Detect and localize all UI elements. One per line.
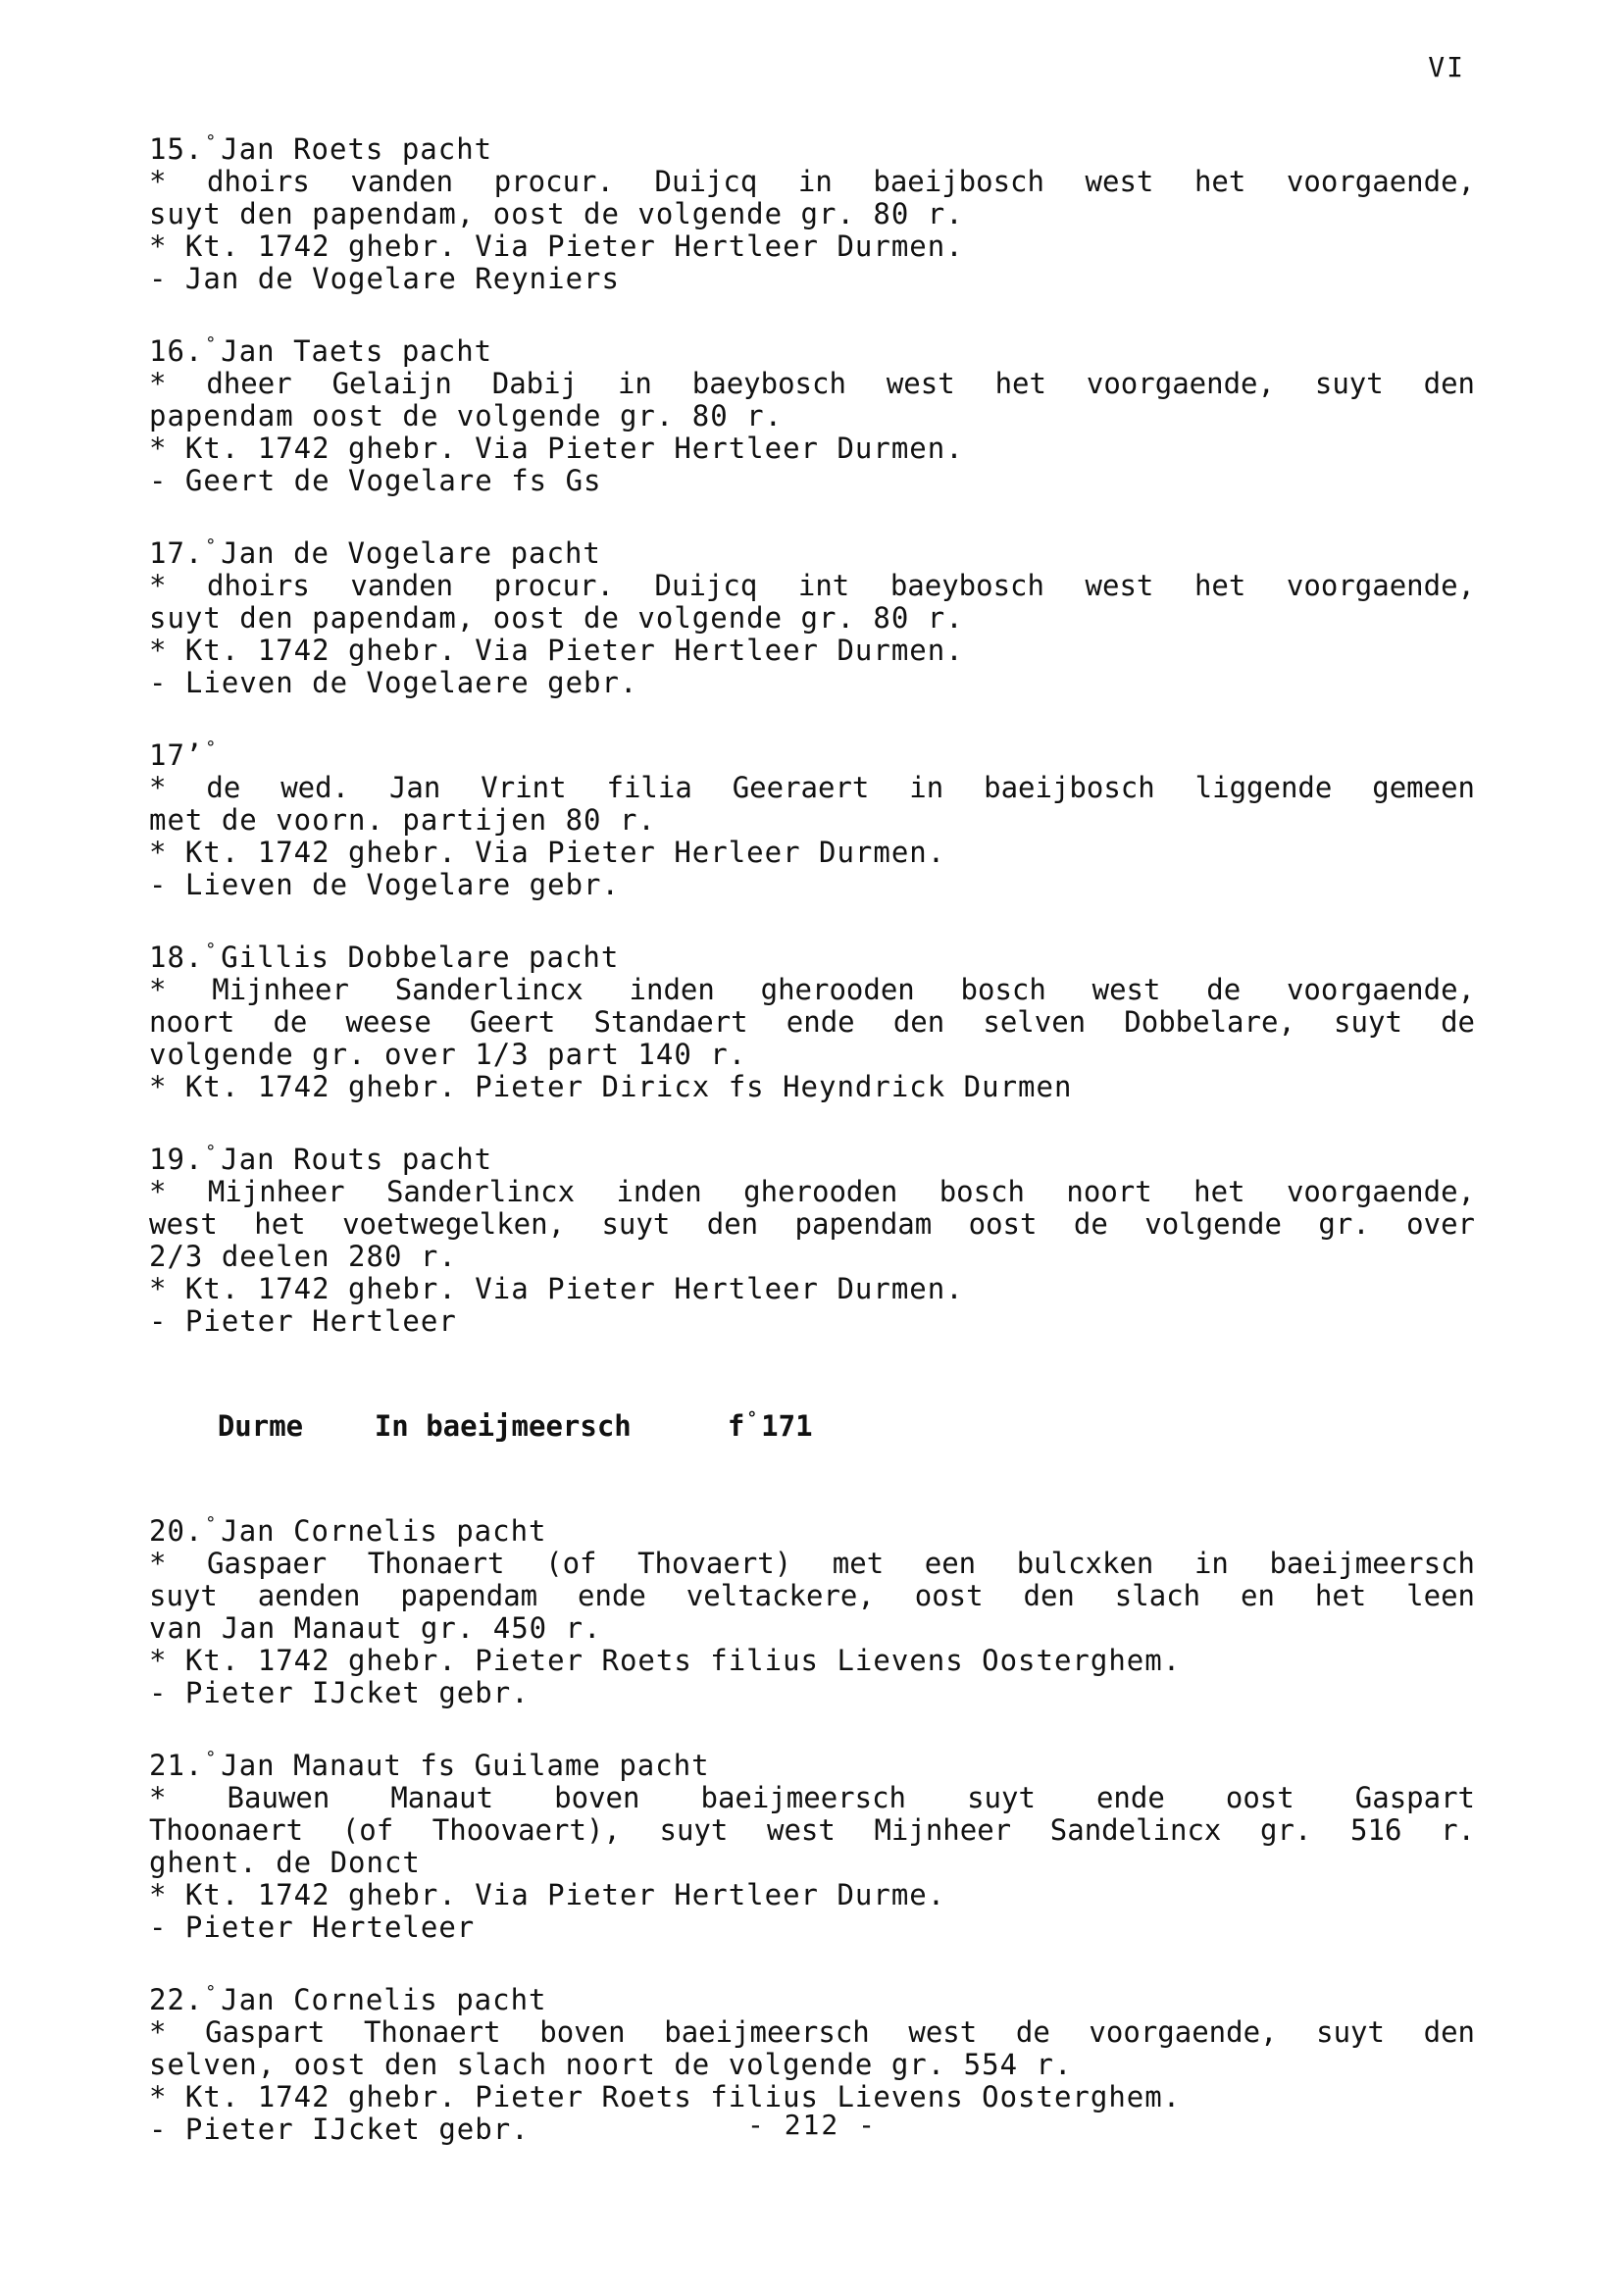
entry-line: selven, oost den slach noort de volgende gr. 554 r.: [149, 2048, 1073, 2081]
entry-line: * Kt. 1742 ghebr. Via Pieter Hertleer Durmen.: [149, 229, 964, 263]
entry-line: * Gaspart Thonaert boven baeijmeersch west de voorgaende, suyt den: [149, 2015, 1475, 2049]
entry-line: * dhoirs vanden procur. Duijcq in baeijbosch west het voorgaende,: [149, 165, 1475, 198]
entry-heading: [149, 934, 1475, 974]
entry: [149, 328, 1475, 497]
entry-number: 22.: [149, 1983, 204, 2016]
entry-line: papendam oost de volgende gr. 80 r.: [149, 399, 784, 433]
entry-line: - Pieter Hertleer: [149, 1304, 457, 1338]
entry-line: - Geert de Vogelare fs Gs: [149, 464, 602, 497]
entry-line: * Kt. 1742 ghebr. Pieter Roets filius Lievens Oosterghem.: [149, 1644, 1182, 1677]
entry: [149, 1742, 1475, 1944]
entry-line: suyt den papendam, oost de volgende gr. 80 r.: [149, 197, 964, 230]
degree-mark: °: [205, 333, 218, 354]
entry-name: Jan Cornelis pacht: [221, 1983, 547, 2016]
entry-heading: [149, 732, 1475, 772]
entry-line: - Pieter IJcket gebr.: [149, 1676, 530, 1709]
entry-heading: [149, 328, 1475, 368]
entry: [149, 732, 1475, 901]
degree-mark: °: [205, 1513, 218, 1534]
entries-block-a: [149, 126, 1475, 1338]
entry-name: Jan Cornelis pacht: [221, 1514, 547, 1548]
entry-number: 15.: [149, 132, 204, 166]
entry-name: Jan Manaut fs Guilame pacht: [221, 1749, 710, 1782]
entry-line: * Bauwen Manaut boven baeijmeersch suyt ende oost Gaspart: [149, 1781, 1475, 1814]
entry-number: 18.: [149, 941, 204, 974]
entry-name: Jan de Vogelare pacht: [221, 536, 601, 570]
entry: [149, 1136, 1475, 1338]
folio-prefix: f: [727, 1409, 745, 1443]
entry-line: * Kt. 1742 ghebr. Pieter Roets filius Lievens Oosterghem.: [149, 2080, 1182, 2113]
section-place: Durme: [217, 1409, 304, 1443]
entry-line: - Lieven de Vogelaere gebr.: [149, 666, 638, 699]
entry-heading: [149, 1507, 1475, 1548]
page-number: - 212 -: [746, 2109, 877, 2141]
entry-line: - Jan de Vogelare Reyniers: [149, 262, 620, 295]
degree-mark: °: [205, 131, 218, 152]
entry-number: 17.: [149, 536, 204, 570]
entry-line: ghent. de Donct: [149, 1846, 421, 1879]
section-heading: [149, 1370, 1475, 1475]
degree-mark: °: [205, 535, 218, 556]
entry-line: - Pieter Herteleer: [149, 1910, 476, 1944]
entry-line: * Mijnheer Sanderlincx inden gherooden bosch noort het voorgaende,: [149, 1175, 1475, 1208]
entry-line: * Kt. 1742 ghebr. Pieter Diricx fs Heyndrick Durmen: [149, 1070, 1073, 1103]
entry-heading: [149, 1976, 1475, 2016]
entry-heading: [149, 530, 1475, 570]
document-body: [149, 126, 1475, 2178]
entry-line: volgende gr. over 1/3 part 140 r.: [149, 1038, 747, 1071]
entry-line: * de wed. Jan Vrint filia Geeraert in baeijbosch liggende gemeen: [149, 771, 1475, 804]
degree-mark: °: [205, 738, 218, 758]
entry-line: suyt aenden papendam ende veltackere, oost den slach en het leen: [149, 1579, 1475, 1612]
entry: [149, 126, 1475, 295]
entry: [149, 934, 1475, 1103]
entry-line: * Kt. 1742 ghebr. Via Pieter Hertleer Durmen.: [149, 634, 964, 667]
entry-line: west het voetwegelken, suyt den papendam oost de volgende gr. over: [149, 1207, 1475, 1241]
entry-line: * dheer Gelaijn Dabij in baeybosch west het voorgaende, suyt den: [149, 367, 1475, 400]
degree-mark: °: [205, 1748, 218, 1768]
entry-line: * dhoirs vanden procur. Duijcq int baeybosch west het voorgaende,: [149, 569, 1475, 602]
entry-line: * Kt. 1742 ghebr. Via Pieter Herleer Durmen.: [149, 836, 946, 869]
entry-line: * Kt. 1742 ghebr. Via Pieter Hertleer Durmen.: [149, 1272, 964, 1305]
entry-name: Jan Roets pacht: [221, 132, 493, 166]
entry: [149, 1507, 1475, 1709]
entry-number: 21.: [149, 1749, 204, 1782]
entry-line: noort de weese Geert Standaert ende den selven Dobbelare, suyt de: [149, 1005, 1475, 1039]
entries-block-b: [149, 1507, 1475, 2146]
degree-mark: °: [746, 1408, 758, 1429]
entry-line: * Mijnheer Sanderlincx inden gherooden bosch west de voorgaende,: [149, 973, 1475, 1006]
entry-line: van Jan Manaut gr. 450 r.: [149, 1611, 602, 1645]
entry-number: 17’: [149, 738, 204, 772]
section-location: In baeijmeersch: [374, 1409, 632, 1443]
entry-line: - Lieven de Vogelare gebr.: [149, 868, 620, 901]
entry-heading: [149, 1136, 1475, 1176]
entry-line: met de voorn. partijen 80 r.: [149, 803, 656, 837]
entry-line: Thoonaert (of Thoovaert), suyt west Mijnheer Sandelincx gr. 516 r.: [149, 1813, 1475, 1847]
entry-line: * Gaspaer Thonaert (of Thovaert) met een bulcxken in baeijmeersch: [149, 1547, 1475, 1580]
entry-line: * Kt. 1742 ghebr. Via Pieter Hertleer Durmen.: [149, 432, 964, 465]
entry-line: - Pieter IJcket gebr.: [149, 2113, 530, 2146]
entry-line: suyt den papendam, oost de volgende gr. 80 r.: [149, 601, 964, 635]
entry-line: * Kt. 1742 ghebr. Via Pieter Hertleer Durme.: [149, 1878, 946, 1911]
degree-mark: °: [205, 1982, 218, 2003]
entry-name: Jan Taets pacht: [221, 334, 493, 368]
entry-heading: [149, 126, 1475, 166]
degree-mark: °: [205, 1142, 218, 1162]
entry-number: 16.: [149, 334, 204, 368]
entry-name: Gillis Dobbelare pacht: [221, 941, 620, 974]
entry-heading: [149, 1742, 1475, 1782]
section-folio: [728, 1402, 813, 1443]
entry-number: 19.: [149, 1143, 204, 1176]
entry: [149, 530, 1475, 699]
entry-line: 2/3 deelen 280 r.: [149, 1240, 457, 1273]
page-roman-numeral: VI: [1428, 51, 1465, 83]
entry-number: 20.: [149, 1514, 204, 1548]
entry-name: Jan Routs pacht: [221, 1143, 493, 1176]
degree-mark: °: [205, 940, 218, 960]
folio-number: 171: [761, 1409, 813, 1443]
